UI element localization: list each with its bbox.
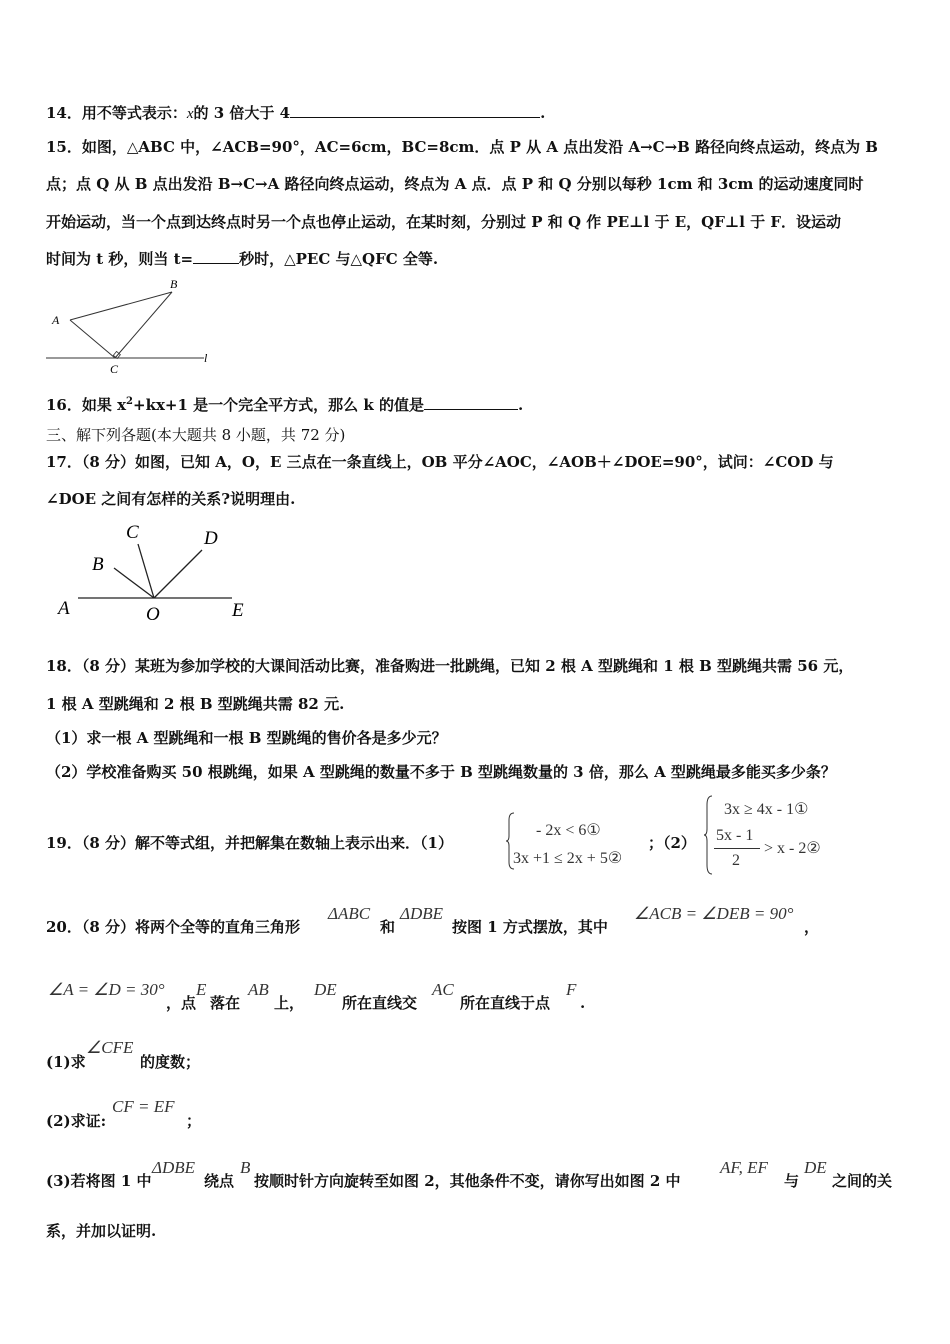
q20-p1-label: (1)求 (46, 1053, 86, 1071)
q17-label-e: E (232, 600, 244, 621)
q17-label-c: C (126, 522, 139, 543)
q20-p3-label: (3)若将图 1 中 (46, 1172, 152, 1190)
q20-p2-label: (2)求证: (46, 1112, 107, 1130)
q17-line1: 17．（8 分）如图，已知 A，O，E 三点在一条直线上，OB 平分∠AOC，∠AOB＋∠DOE=90°，试问：∠COD 与 (46, 453, 834, 471)
q15-side-bc (115, 292, 172, 358)
q20-point-e: E (196, 980, 207, 999)
q20-p3-f: 系，并加以证明. (46, 1222, 157, 1240)
q19-sys1-eq1: - 2x < 6① (536, 822, 601, 839)
q14-end: . (540, 104, 546, 122)
q20-angle-eq: ∠ACB = ∠DEB = 90° (634, 904, 794, 923)
q20-point-f: F (566, 980, 577, 999)
q20-p1-angle: ∠CFE (86, 1038, 134, 1057)
q19-sys2-den: 2 (732, 852, 740, 869)
q19-fraction-bar (714, 848, 760, 849)
q19-sys2-eq1: 3x ≥ 4x - 1① (724, 801, 809, 818)
q19-sys1-eq2: 3x +1 ≤ 2x + 5② (513, 850, 623, 867)
q18-sub1: （1）求一根 A 型跳绳和一根 B 型跳绳的售价各是多少元？ (46, 729, 447, 747)
section-3-heading: 三、解下列各题(本大题共 8 小题，共 72 分) (46, 426, 346, 444)
q15-label-c: C (110, 362, 119, 376)
q15-figure (40, 278, 220, 378)
q15-label-l: l (204, 351, 208, 365)
q17-line2: ∠DOE 之间有怎样的关系?说明理由. (46, 490, 296, 508)
q20-p3-dbe: ΔDBE (152, 1158, 196, 1177)
q20-de: DE (314, 980, 337, 999)
q17-label-a: A (58, 598, 70, 619)
q20-b3: 上， (274, 994, 305, 1012)
q14 (46, 103, 545, 124)
q20-comma: ， (804, 918, 820, 936)
q20-b5: 所在直线于点 (460, 994, 551, 1012)
q15-line4b: 秒时，△PEC 与△QFC 全等. (239, 250, 439, 268)
q15-label-b: B (170, 278, 178, 291)
q16 (46, 392, 523, 415)
q17-label-d: D (204, 528, 218, 549)
q15-line3: 开始运动，当一个点到达终点时另一个点也停止运动，在某时刻，分别过 P 和 Q 作 PE⊥l 于 E，QF⊥l 于 F．设运动 (46, 213, 842, 231)
q20-ab: AB (248, 980, 269, 999)
q20-p3-c: 按顺时针方向旋转至如图 2，其他条件不变，请你写出如图 2 中 (254, 1172, 681, 1190)
q20-dbe: ΔDBE (400, 904, 444, 923)
q16-end: . (518, 396, 524, 414)
q16-mid: +kx+1 是一个完全平方式，那么 k 的值是 (133, 396, 424, 414)
q19-brace-2 (703, 795, 713, 875)
q20-and: 和 (380, 918, 396, 936)
q19-sys2-rhs: > x - 2② (764, 840, 821, 857)
q20-mid: 按图 1 方式摆放，其中 (452, 918, 608, 936)
q14-prefix: 14．用不等式表示： (46, 104, 187, 122)
q20-p3-af-ef: AF, EF (720, 1158, 768, 1177)
q16-prefix: 16．如果 x (46, 396, 127, 414)
q20-p3-d: 与 (784, 1172, 800, 1190)
q20-p3-e: 之间的关 (832, 1172, 893, 1190)
q19-text: 19．（8 分）解不等式组，并把解集在数轴上表示出来．（1） (46, 834, 453, 852)
q20-p2-tail: ； (186, 1112, 202, 1130)
q16-answer-blank[interactable] (424, 395, 518, 410)
q17-figure (50, 520, 260, 630)
q19-sep: ；（2） (648, 834, 696, 852)
q15-side-ac (70, 320, 115, 358)
q16-sup: 2 (126, 396, 134, 407)
q20-prefix: 20．（8 分）将两个全等的直角三角形 (46, 918, 301, 936)
q14-var: x (186, 106, 194, 122)
q17-ray-ob (114, 568, 154, 598)
q17-ray-od (154, 550, 202, 598)
q19-sys2-num: 5x - 1 (716, 827, 754, 844)
q20-p3-point-b: B (240, 1158, 251, 1177)
q17-label-o: O (146, 604, 160, 625)
q14-answer-blank[interactable] (290, 103, 540, 118)
q14-suffix: 的 3 倍大于 4 (193, 104, 291, 122)
q20-b4: 所在直线交 (342, 994, 418, 1012)
q18-line2: 1 根 A 型跳绳和 2 根 B 型跳绳共需 82 元. (46, 695, 345, 713)
q20-p1-tail: 的度数； (140, 1053, 201, 1071)
q17-label-b: B (92, 554, 104, 575)
q18-line1: 18．（8 分）某班为参加学校的大课间活动比赛，准备购进一批跳绳，已知 2 根 A 型跳绳和 1 根 B 型跳绳共需 56 元， (46, 657, 854, 675)
q17-ray-oc (138, 544, 154, 598)
q15-line4a: 时间为 t 秒，则当 t= (46, 250, 194, 268)
q15-answer-blank[interactable] (193, 249, 239, 264)
q20-abc: ΔABC (328, 904, 371, 923)
q18-sub2: （2）学校准备购买 50 根跳绳，如果 A 型跳绳的数量不多于 B 型跳绳数量的 3 倍，那么 A 型跳绳最多能买多少条？ (46, 763, 836, 781)
q20-ac: AC (432, 980, 454, 999)
q20-p2-eq: CF = EF (112, 1097, 175, 1116)
q20-p3-de: DE (804, 1158, 827, 1177)
q20-b1: ，点 (166, 994, 197, 1012)
q20-b2: 落在 (210, 994, 241, 1012)
q15-line2: 点；点 Q 从 B 点出发沿 B→C→A 路径向终点运动，终点为 A 点．点 P 和 Q 分别以每秒 1cm 和 3cm 的运动速度同时 (46, 175, 864, 193)
q20-p3-b: 绕点 (204, 1172, 235, 1190)
q15-line4 (46, 249, 438, 269)
q20-angle-30: ∠A = ∠D = 30° (48, 980, 165, 999)
q15-line1: 15．如图，△ABC 中，∠ACB=90°，AC=6cm，BC=8cm．点 P 从 A 点出发沿 A→C→B 路径向终点运动，终点为 B (46, 138, 878, 156)
q15-side-ab (70, 292, 172, 320)
q20-b6: . (580, 994, 586, 1012)
q15-label-a: A (52, 313, 60, 327)
